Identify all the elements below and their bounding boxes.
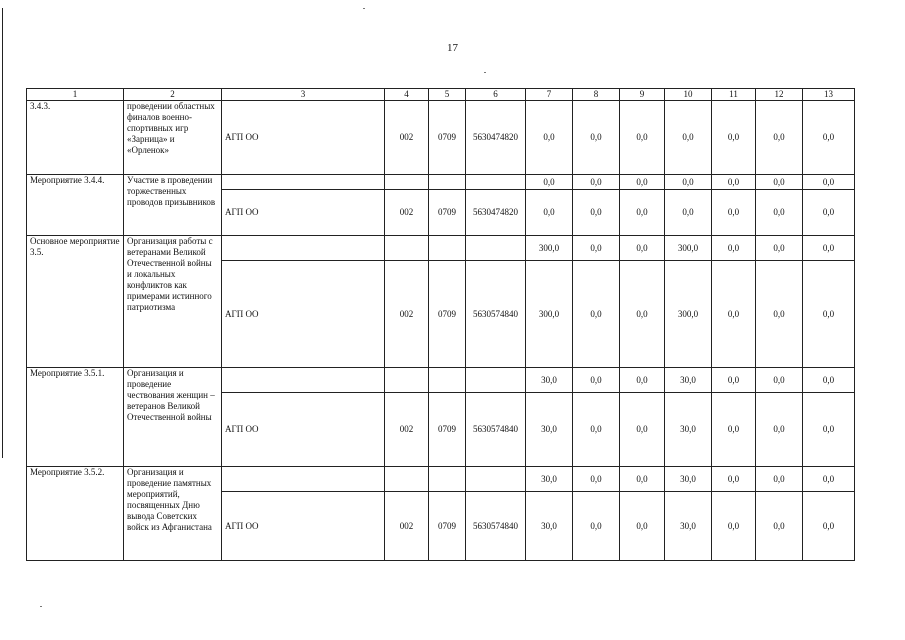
amount-cell: 0,0 (712, 368, 756, 393)
executor-cell (222, 236, 385, 261)
column-number-cell: 11 (712, 89, 756, 101)
amount-cell: 0,0 (573, 190, 620, 236)
amount-cell: 0,0 (756, 101, 803, 175)
executor-cell: АГП ОО (222, 101, 385, 175)
amount-cell: 0,0 (803, 236, 855, 261)
amount-cell: 0,0 (573, 492, 620, 561)
amount-cell: 0,0 (620, 492, 665, 561)
amount-cell: 0,0 (712, 467, 756, 492)
amount-cell: 0,0 (803, 467, 855, 492)
amount-cell: 30,0 (526, 393, 573, 467)
section-code-cell: 0709 (429, 492, 466, 561)
scan-speck (484, 72, 486, 73)
amount-cell: 0,0 (665, 101, 712, 175)
amount-cell: 0,0 (712, 236, 756, 261)
executor-cell: АГП ОО (222, 492, 385, 561)
column-number-cell: 6 (466, 89, 526, 101)
amount-cell: 0,0 (756, 261, 803, 368)
amount-cell: 0,0 (573, 261, 620, 368)
table-row (27, 101, 855, 175)
amount-cell: 0,0 (620, 101, 665, 175)
grbs-code-cell: 002 (385, 492, 429, 561)
amount-cell: 0,0 (803, 368, 855, 393)
activity-code-cell: Основное мероприятие 3.5. (27, 236, 124, 368)
amount-cell: 0,0 (620, 467, 665, 492)
amount-cell: 0,0 (573, 236, 620, 261)
activity-name-cell: проведении областных финалов военно-спортивных игр «Зарница» и «Орленок» (124, 101, 222, 175)
amount-cell: 300,0 (526, 261, 573, 368)
section-code-cell: 0709 (429, 393, 466, 467)
section-code-cell: 0709 (429, 190, 466, 236)
amount-cell: 0,0 (756, 467, 803, 492)
amount-cell: 0,0 (526, 190, 573, 236)
executor-cell: АГП ОО (222, 190, 385, 236)
scan-speck (40, 606, 42, 607)
amount-cell: 0,0 (573, 393, 620, 467)
amount-cell: 30,0 (526, 368, 573, 393)
target-article-cell: 5630474820 (466, 101, 526, 175)
column-number-cell: 10 (665, 89, 712, 101)
target-article-cell (466, 175, 526, 190)
section-code-cell: 0709 (429, 101, 466, 175)
amount-cell: 0,0 (712, 393, 756, 467)
amount-cell: 300,0 (526, 236, 573, 261)
column-number-cell: 5 (429, 89, 466, 101)
activity-code-cell: Мероприятие 3.5.1. (27, 368, 124, 467)
amount-cell: 0,0 (803, 101, 855, 175)
amount-cell: 0,0 (803, 261, 855, 368)
amount-cell: 0,0 (803, 190, 855, 236)
amount-cell: 30,0 (665, 368, 712, 393)
grbs-code-cell (385, 236, 429, 261)
table-row (27, 236, 855, 261)
target-article-cell (466, 368, 526, 393)
column-number-cell: 8 (573, 89, 620, 101)
table-row (27, 467, 855, 492)
column-number-cell: 12 (756, 89, 803, 101)
scan-speck (363, 8, 365, 9)
amount-cell: 0,0 (526, 101, 573, 175)
grbs-code-cell (385, 368, 429, 393)
scan-edge-line (2, 8, 3, 458)
section-code-cell: 0709 (429, 261, 466, 368)
amount-cell: 0,0 (756, 368, 803, 393)
amount-cell: 0,0 (573, 175, 620, 190)
amount-cell: 0,0 (573, 368, 620, 393)
column-number-row (27, 89, 855, 101)
amount-cell: 0,0 (756, 393, 803, 467)
column-number-cell: 1 (27, 89, 124, 101)
amount-cell: 30,0 (665, 393, 712, 467)
column-number-cell: 13 (803, 89, 855, 101)
column-number-cell: 4 (385, 89, 429, 101)
amount-cell: 0,0 (620, 393, 665, 467)
amount-cell: 0,0 (573, 467, 620, 492)
amount-cell: 30,0 (526, 467, 573, 492)
amount-cell: 300,0 (665, 236, 712, 261)
amount-cell: 0,0 (620, 261, 665, 368)
grbs-code-cell (385, 467, 429, 492)
amount-cell: 0,0 (665, 175, 712, 190)
grbs-code-cell: 002 (385, 261, 429, 368)
target-article-cell (466, 467, 526, 492)
column-number-cell: 3 (222, 89, 385, 101)
table-row (27, 368, 855, 393)
activity-name-cell: Организация работы с ветеранами Великой Отечественной войны и локальных конфликтов как примерами истинного патриотизма (124, 236, 222, 368)
amount-cell: 0,0 (756, 492, 803, 561)
amount-cell: 0,0 (620, 175, 665, 190)
column-number-cell: 7 (526, 89, 573, 101)
grbs-code-cell: 002 (385, 393, 429, 467)
target-article-cell: 5630574840 (466, 261, 526, 368)
section-code-cell (429, 368, 466, 393)
amount-cell: 0,0 (665, 190, 712, 236)
amount-cell: 300,0 (665, 261, 712, 368)
activity-name-cell: Организация и проведение чествования женщин – ветеранов Великой Отечественной войны (124, 368, 222, 467)
amount-cell: 0,0 (620, 190, 665, 236)
amount-cell: 0,0 (803, 393, 855, 467)
activity-name-cell: Организация и проведение памятных мероприятий, посвященных Дню вывода Советских войск из Афганистана (124, 467, 222, 561)
target-article-cell: 5630574840 (466, 492, 526, 561)
executor-cell (222, 467, 385, 492)
activity-name-cell: Участие в проведении торжественных проводов призывников (124, 175, 222, 236)
column-number-cell: 9 (620, 89, 665, 101)
executor-cell (222, 368, 385, 393)
table-row (27, 175, 855, 190)
section-code-cell (429, 467, 466, 492)
amount-cell: 0,0 (712, 175, 756, 190)
target-article-cell: 5630474820 (466, 190, 526, 236)
amount-cell: 0,0 (620, 236, 665, 261)
amount-cell: 0,0 (712, 101, 756, 175)
section-code-cell (429, 175, 466, 190)
amount-cell: 0,0 (756, 236, 803, 261)
amount-cell: 0,0 (756, 175, 803, 190)
target-article-cell (466, 236, 526, 261)
target-article-cell: 5630574840 (466, 393, 526, 467)
grbs-code-cell: 002 (385, 101, 429, 175)
activity-code-cell: Мероприятие 3.4.4. (27, 175, 124, 236)
amount-cell: 0,0 (803, 175, 855, 190)
amount-cell: 0,0 (712, 492, 756, 561)
executor-cell (222, 175, 385, 190)
amount-cell: 0,0 (803, 492, 855, 561)
amount-cell: 0,0 (526, 175, 573, 190)
executor-cell: АГП ОО (222, 261, 385, 368)
amount-cell: 30,0 (526, 492, 573, 561)
executor-cell: АГП ОО (222, 393, 385, 467)
grbs-code-cell (385, 175, 429, 190)
amount-cell: 30,0 (665, 467, 712, 492)
amount-cell: 30,0 (665, 492, 712, 561)
budget-table (26, 88, 855, 561)
activity-code-cell: Мероприятие 3.5.2. (27, 467, 124, 561)
activity-code-cell: 3.4.3. (27, 101, 124, 175)
amount-cell: 0,0 (620, 368, 665, 393)
grbs-code-cell: 002 (385, 190, 429, 236)
amount-cell: 0,0 (573, 101, 620, 175)
amount-cell: 0,0 (712, 190, 756, 236)
section-code-cell (429, 236, 466, 261)
amount-cell: 0,0 (712, 261, 756, 368)
page-number: 17 (447, 42, 458, 54)
column-number-cell: 2 (124, 89, 222, 101)
amount-cell: 0,0 (756, 190, 803, 236)
